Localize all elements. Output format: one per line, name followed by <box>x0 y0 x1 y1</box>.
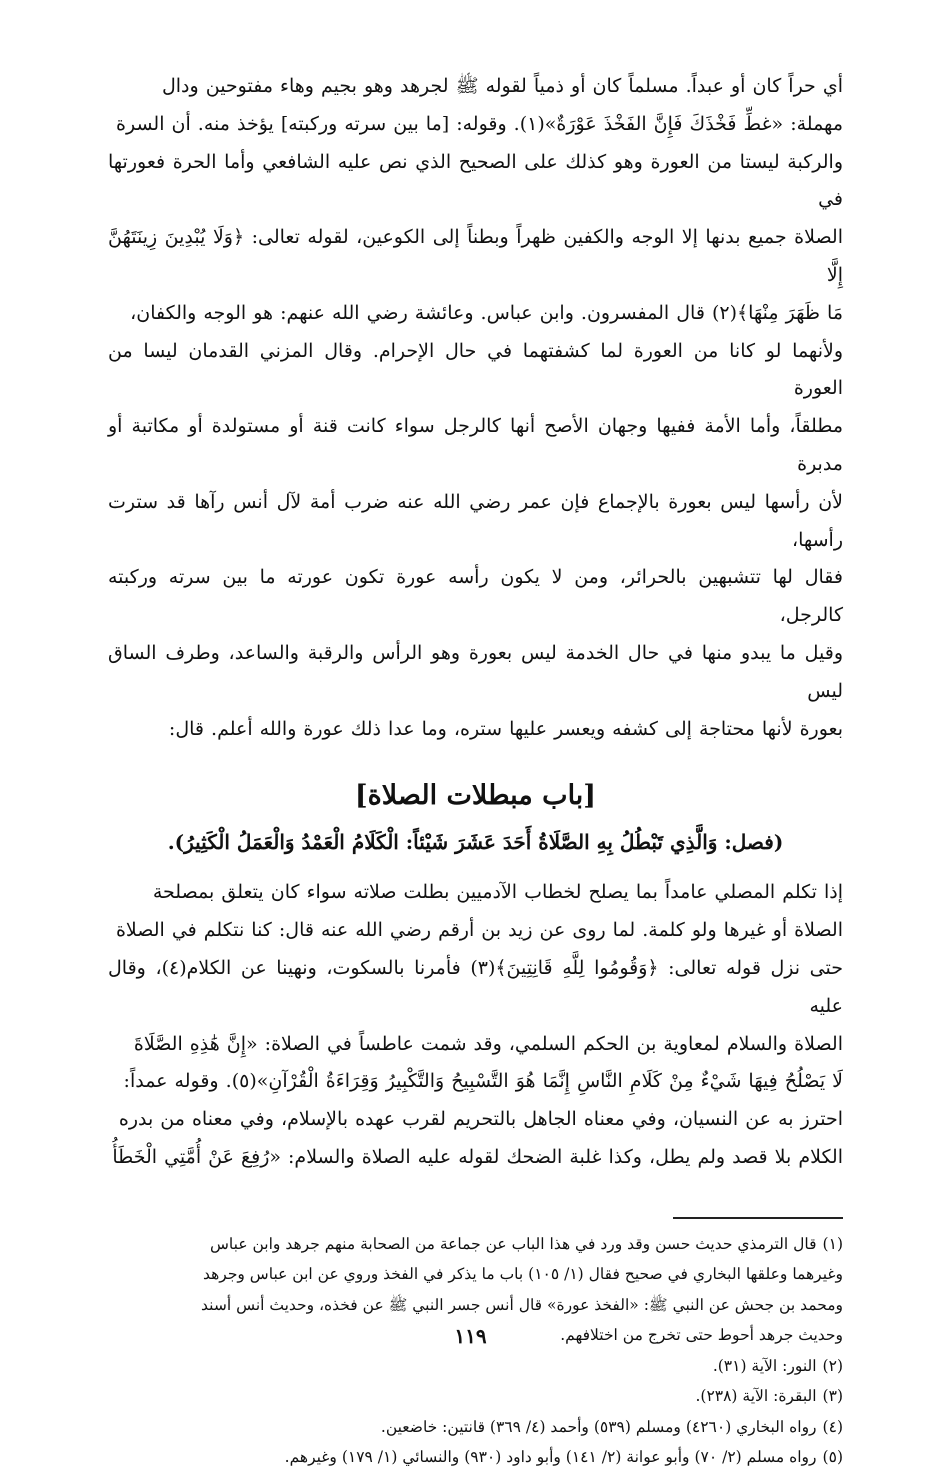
footnote-text: رواه مسلم (٢/ ٧٠) وأبو عوانة (٢/ ١٤١) وأبو داود (٩٣٠) والنسائي (١/ ١٧٩) وغيرهم. <box>284 1448 817 1467</box>
footnote-text: وحديث جرهد أحوط حتى تخرج من اختلافهم. <box>560 1326 843 1345</box>
footnote-4 <box>108 1412 843 1443</box>
text-line: احترز به عن النسيان، وفي معناه الجاهل بالتحريم لقرب عهده بالإسلام، وفي معناه من بدره <box>118 1108 843 1131</box>
text-line: مَا ظَهَرَ مِنْهَا﴾(٢) قال المفسرون. وابن عباس. وعائشة رضي الله عنهم: هو الوجه والكفان، <box>130 301 843 324</box>
text-line: حتى نزل قوله تعالى: ﴿وَقُومُوا لِلَّهِ قَانِتِينَ﴾(٣) فأمرنا بالسكوت، ونهينا عن الكلام(٤)، وقال عليه <box>108 956 843 1017</box>
footnote-number: (٤) <box>822 1417 843 1436</box>
footnote-text: قال الترمذي حديث حسن وقد ورد في هذا الباب عن جماعة من الصحابة منهم جرهد وابن عباس <box>210 1234 817 1253</box>
text-line: مهملة: «غطِّ فَخْذَكَ فَإِنَّ الفَخْذَ عَوْرَةٌ»(١). وقوله: [ما بين سرته وركبته] يؤخذ منه. أن السرة <box>116 112 843 135</box>
footnote-number: (٥) <box>822 1448 843 1467</box>
footnote-text: البقرة: الآية (٢٣٨). <box>695 1387 817 1406</box>
footnote-number: (٣) <box>822 1387 843 1406</box>
text-line: الصلاة أو غيرها ولو كلمة. لما روى عن زيد بن أرقم رضي الله عنه قال: كنا نتكلم في الصلاة <box>115 919 843 942</box>
text-line: الصلاة جميع بدنها إلا الوجه والكفين ظهراً وبطناً إلى الكوعين، لقوله تعالى: ﴿وَلَا يُبْدِينَ زِينَتَهُنَّ إِلَّا <box>108 226 843 286</box>
text-line: مطلقاً، وأما الأمة ففيها وجهان الأصح أنها كالرجل سواء كانت قنة أو مستولدة أو مكاتبة أو مدبرة <box>108 415 843 475</box>
chapter-heading: [باب مبطلات الصلاة] <box>354 780 597 812</box>
text-line: وقيل ما يبدو منها في حال الخدمة ليس بعورة وهو الرأس والرقبة والساعد، وطرف الساق ليس <box>108 641 843 702</box>
footnote-number: (٢) <box>822 1356 843 1375</box>
footnotes <box>108 1229 843 1473</box>
text-line: أي حراً كان أو عبداً. مسلماً كان أو ذمياً لقوله ﷺ لجرهد وهو بجيم وهاء مفتوحين ودال <box>161 75 843 97</box>
text-line: والركبة ليستا من العورة وهو كذلك على الصحيح الذي نص عليه الشافعي وأما الحرة فعورتها في <box>108 150 843 211</box>
footnote-3 <box>108 1381 843 1412</box>
page-number: ١١٩ <box>454 1324 487 1348</box>
footnote-divider <box>673 1217 843 1219</box>
text-line: ولأنهما لو كانا من العورة لما كشفتهما في حال الإحرام. وقال المزني القدمان ليسا من العورة <box>108 339 843 400</box>
footnote-text: النور: الآية (٣١). <box>712 1356 817 1375</box>
footnote-text: وغيرهما وعلقها البخاري في صحيح فقال (١/ ١٠٥) باب ما يذكر في الفخذ وروي عن ابن عباس وجرهد <box>202 1265 843 1284</box>
section-heading: (فصل: وَالَّذِي تَبْطُلُ بِهِ الصَّلَاةُ أَحَدَ عَشَرَ شَيْئاً: الْكَلَامُ الْعَمْدُ وَالْعَمَلُ الْكَثِيرُ). <box>167 830 784 855</box>
text-line: لأن رأسها ليس بعورة بالإجماع فإن عمر رضي الله عنه ضرب أمة لآل أنس رآها قد سترت رأسها، <box>108 490 843 551</box>
text-line: بعورة لأنها محتاجة إلى كشفه ويعسر عليها ستره، وما عدا ذلك عورة والله أعلم. قال: <box>168 717 843 740</box>
text-line: فقال لها تتشبهين بالحرائر، ومن لا يكون رأسه عورة تكون عورته ما بين سرته وركبته كالرجل، <box>108 566 843 627</box>
text-line: الصلاة والسلام لمعاوية بن الحكم السلمي، وقد شمت عاطساً في الصلاة: «إِنَّ هَٰذِهِ الصَّلَاةَ <box>133 1032 843 1055</box>
text-line: إذا تكلم المصلي عامداً بما يصلح لخطاب الآدميين بطلت صلاته سواء كان يتعلق بمصلحة <box>152 881 843 904</box>
text-line: لَا يَصْلُحُ فِيهَا شَيْءٌ مِنْ كَلَامِ النَّاسِ إِنَّمَا هُوَ التَّسْبِيحُ وَالتَّكْبِيرُ وَقِرَاءَةُ الْقُرْآنِ»(٥). وقوله عمداً: <box>123 1070 843 1093</box>
body-paragraph-1 <box>108 68 843 748</box>
footnote-number: (١) <box>822 1234 843 1253</box>
footnote-text: ومحمد بن جحش عن النبي ﷺ: «الفخذ عورة» قال أنس جسر النبي ﷺ عن فخذه، وحديث أنس أسند <box>201 1295 843 1314</box>
footnote-2 <box>108 1351 843 1382</box>
text-line: الكلام بلا قصد ولم يطل، وكذا غلبة الضحك لقوله عليه الصلاة والسلام: «رُفِعَ عَنْ أُمَّتِي الْخَطَأُ <box>112 1145 843 1168</box>
footnote-5 <box>108 1442 843 1473</box>
body-paragraph-2 <box>108 874 843 1176</box>
footnote-text: رواه البخاري (٤٢٦٠) ومسلم (٥٣٩) وأحمد (٤/ ٣٦٩) قانتين: خاضعين. <box>380 1417 817 1436</box>
